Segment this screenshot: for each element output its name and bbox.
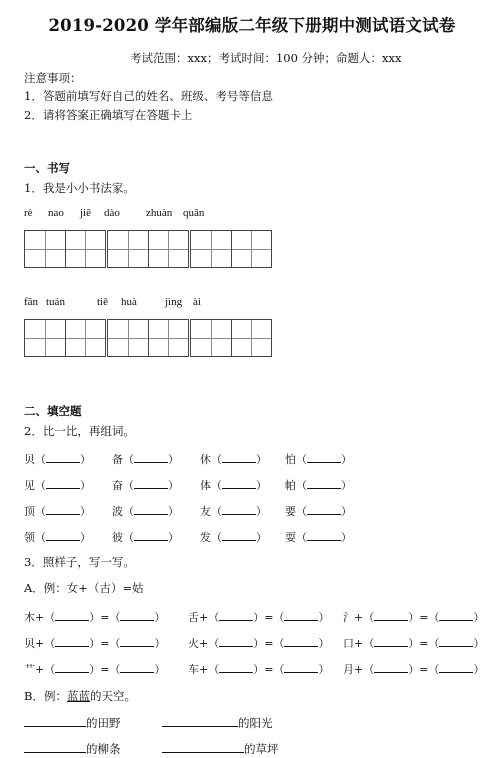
pinyin-label: tiě bbox=[97, 296, 108, 308]
answer-blank[interactable] bbox=[307, 528, 341, 541]
answer-blank[interactable] bbox=[374, 660, 408, 673]
combine-row: 车+（ ）=（ ） bbox=[188, 660, 329, 677]
answer-blank[interactable] bbox=[439, 660, 473, 673]
answer-blank[interactable] bbox=[55, 660, 89, 673]
pinyin-label: fān bbox=[24, 296, 39, 308]
answer-blank[interactable] bbox=[134, 450, 168, 463]
writing-box[interactable] bbox=[190, 319, 272, 357]
pinyin-label: jiē bbox=[80, 207, 91, 219]
answer-blank[interactable] bbox=[219, 634, 253, 647]
answer-blank[interactable] bbox=[46, 502, 80, 515]
pinyin-label: zhuàn bbox=[146, 207, 173, 219]
compare-row: 发（ ） bbox=[200, 528, 267, 545]
answer-blank[interactable] bbox=[307, 502, 341, 515]
compare-row: 奋（ ） bbox=[112, 476, 179, 493]
writing-grid-row bbox=[24, 230, 272, 268]
answer-blank[interactable] bbox=[439, 608, 473, 621]
writing-box[interactable] bbox=[107, 319, 189, 357]
answer-blank[interactable] bbox=[162, 714, 238, 727]
answer-blank[interactable] bbox=[55, 608, 89, 621]
section-heading: 二、填空题 bbox=[24, 404, 82, 418]
compare-row: 耍（ ） bbox=[285, 528, 352, 545]
notes-heading: 注意事项： bbox=[24, 71, 82, 85]
note-item: 1．答题前填写好自己的姓名、班级、考号等信息 bbox=[24, 89, 273, 103]
answer-blank[interactable] bbox=[46, 528, 80, 541]
answer-blank[interactable] bbox=[134, 528, 168, 541]
answer-blank[interactable] bbox=[222, 528, 256, 541]
compare-row: 顶（ ） bbox=[24, 502, 91, 519]
answer-blank[interactable] bbox=[222, 476, 256, 489]
compare-row: 见（ ） bbox=[24, 476, 91, 493]
combine-row: 氵+（ ）=（ ） bbox=[343, 608, 484, 625]
writing-grid-row bbox=[24, 319, 272, 357]
writing-box[interactable] bbox=[107, 230, 189, 268]
combine-row: 口+（ ）=（ ） bbox=[343, 634, 484, 651]
compare-row: 波（ ） bbox=[112, 502, 179, 519]
combine-row: 艹+（ ）=（ ） bbox=[24, 660, 165, 677]
answer-blank[interactable] bbox=[284, 660, 318, 673]
compare-row: 怕（ ） bbox=[285, 450, 352, 467]
answer-blank[interactable] bbox=[46, 450, 80, 463]
answer-blank[interactable] bbox=[439, 634, 473, 647]
compare-row: 彼（ ） bbox=[112, 528, 179, 545]
answer-blank[interactable] bbox=[374, 608, 408, 621]
compare-row: 体（ ） bbox=[200, 476, 267, 493]
answer-blank[interactable] bbox=[284, 608, 318, 621]
pinyin-label: jìng bbox=[165, 296, 183, 308]
answer-blank[interactable] bbox=[120, 660, 154, 673]
answer-blank[interactable] bbox=[219, 660, 253, 673]
phrase-fill: 的阳光 bbox=[162, 714, 273, 731]
pinyin-label: huà bbox=[121, 296, 137, 308]
question-text: 1．我是小小书法家。 bbox=[24, 181, 135, 195]
answer-blank[interactable] bbox=[222, 502, 256, 515]
answer-blank[interactable] bbox=[134, 502, 168, 515]
writing-box[interactable] bbox=[24, 319, 106, 357]
answer-blank[interactable] bbox=[55, 634, 89, 647]
answer-blank[interactable] bbox=[120, 608, 154, 621]
answer-blank[interactable] bbox=[219, 608, 253, 621]
combine-row: 月+（ ）=（ ） bbox=[343, 660, 484, 677]
question-text: 3．照样子，写一写。 bbox=[24, 555, 135, 569]
phrase-fill: 的柳条 bbox=[24, 740, 121, 757]
phrase-fill: 的田野 bbox=[24, 714, 121, 731]
page-title: 2019-2020 学年部编版二年级下册期中测试语文试卷 bbox=[48, 16, 456, 35]
phrase-fill: 的草坪 bbox=[162, 740, 279, 757]
compare-row: 休（ ） bbox=[200, 450, 267, 467]
pinyin-label: ài bbox=[193, 296, 201, 308]
pinyin-label: rè bbox=[24, 207, 33, 219]
answer-blank[interactable] bbox=[307, 450, 341, 463]
answer-blank[interactable] bbox=[24, 714, 86, 727]
compare-row: 帕（ ） bbox=[285, 476, 352, 493]
note-item: 2．请将答案正确填写在答题卡上 bbox=[24, 108, 193, 122]
answer-blank[interactable] bbox=[24, 740, 86, 753]
pinyin-label: dào bbox=[104, 207, 120, 219]
compare-row: 友（ ） bbox=[200, 502, 267, 519]
example-text: A．例：女+（古）=姑 bbox=[24, 581, 144, 595]
combine-row: 木+（ ）=（ ） bbox=[24, 608, 165, 625]
pinyin-label: nao bbox=[48, 207, 64, 219]
answer-blank[interactable] bbox=[162, 740, 244, 753]
compare-row: 要（ ） bbox=[285, 502, 352, 519]
answer-blank[interactable] bbox=[134, 476, 168, 489]
answer-blank[interactable] bbox=[120, 634, 154, 647]
combine-row: 舌+（ ）=（ ） bbox=[188, 608, 329, 625]
section-heading: 一、书写 bbox=[24, 161, 70, 175]
answer-blank[interactable] bbox=[307, 476, 341, 489]
answer-blank[interactable] bbox=[284, 634, 318, 647]
compare-row: 领（ ） bbox=[24, 528, 91, 545]
example-text: B．例：蓝蓝的天空。 bbox=[24, 689, 136, 703]
compare-row: 贝（ ） bbox=[24, 450, 91, 467]
question-text: 2．比一比，再组词。 bbox=[24, 424, 135, 438]
writing-box[interactable] bbox=[24, 230, 106, 268]
exam-meta: 考试范围：xxx；考试时间：100 分钟；命题人：xxx bbox=[130, 51, 402, 65]
combine-row: 火+（ ）=（ ） bbox=[188, 634, 329, 651]
writing-box[interactable] bbox=[190, 230, 272, 268]
pinyin-label: tuán bbox=[46, 296, 65, 308]
combine-row: 贝+（ ）=（ ） bbox=[24, 634, 165, 651]
compare-row: 备（ ） bbox=[112, 450, 179, 467]
example-word: 蓝蓝 bbox=[66, 689, 90, 703]
answer-blank[interactable] bbox=[374, 634, 408, 647]
answer-blank[interactable] bbox=[46, 476, 80, 489]
answer-blank[interactable] bbox=[222, 450, 256, 463]
pinyin-label: quān bbox=[183, 207, 205, 219]
